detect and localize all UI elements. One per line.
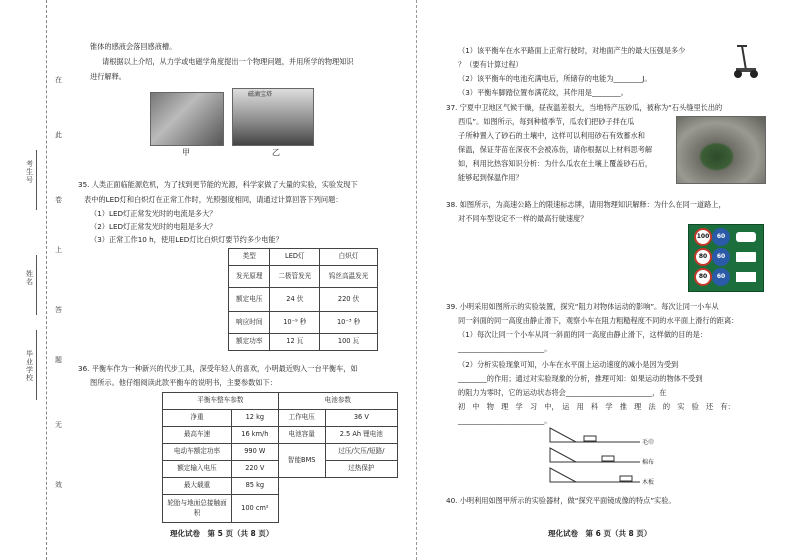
margin-marker: 无 [55,421,62,429]
q35-line-2: 表中的LED灯和白炽灯在正常工作时，光照强度相同，请通过计算回答下列问题： [84,195,343,204]
cell: 990 W [232,444,279,461]
cell: 85 kg [232,478,279,495]
cell: 类型 [229,249,270,266]
ramp-slope [550,428,576,442]
cell: 最高车速 [163,427,232,444]
cell: 过压/欠压/短路/ [325,444,397,461]
q39-line-4: ________________________。 [458,344,552,353]
q35-sub-2: （2）LED灯正常发光时的电阻是多大？ [90,222,217,231]
cell: 额定电压 [229,288,270,312]
margin-marker: 在 [55,76,62,84]
cell: 最大载重 [163,478,232,495]
q35-sub-1: （1）LED灯正常发光时的电流是多大？ [90,209,217,218]
surface-label-cotton: 棉布 [642,459,655,466]
margin-marker: 上 [55,246,62,254]
ramp-cotton [550,448,640,462]
ramp-slope [550,448,576,462]
q39-line-7: 的阻力为零时，它的运动状态将会________________________，在 [458,388,667,397]
q38-line-2: 对不同车型设定不一样的最高行驶速度？ [458,214,588,223]
label-name: 姓名 [25,270,34,286]
q37-line-3: 子所种置入了砂石的土壤中，这样可以利用砂石有效蓄水和 [458,131,645,140]
q36-table [162,392,398,523]
speed-sign-80: 80 [694,248,712,266]
cell: 16 km/h [232,427,279,444]
q39-line-6: ________的作用；通过对实验现象的分析，推理可知：如果运动的物体不受到 [458,374,703,383]
cell: 100 cm² [232,495,279,523]
ramp-experiment-figure [546,426,668,488]
q36-sub-1: （1）该平衡车在水平路面上正常行驶时，对地面产生的最大压强是多少 [458,46,686,55]
cell: 100 瓦 [320,334,378,351]
page-divider [416,0,417,560]
cell: 36 V [325,410,397,427]
exam-number-underline [36,150,37,210]
q39-line-2: 同一斜面的同一高度由静止滑下，观察小车在阻力粗糙程度不同的水平面上滑行的距离： [458,316,739,325]
min-speed-sign-60: 60 [712,248,730,266]
page-5-footer: 理化试卷 第 5 页（共 8 页） [170,529,274,538]
margin-marker: 此 [55,131,62,139]
cell: 10⁻³ 秒 [320,312,378,334]
q37-line-5: 如，利用比热容知识分析：为什么瓜农在土壤上覆盖砂石后， [458,159,653,168]
photo-yi-caption: 磁滴宝塔 [248,91,273,98]
cell: 24 伏 [270,288,320,312]
cell: 10⁻⁹ 秒 [270,312,320,334]
q39-line-5: （2）分析实验现象可知，小车在水平面上运动速度的减小是因为受到 [458,360,679,369]
ramp-slope [550,468,576,482]
margin-marker: 卷 [55,196,62,204]
cell: 电池参数 [278,393,397,410]
min-speed-sign-60: 60 [712,228,730,246]
car-icon [736,232,756,242]
cell: 二极管发光 [270,266,320,288]
cell: 12 瓦 [270,334,320,351]
photo-jia-label: 甲 [182,148,190,157]
q35-line-1: 35. 人类正面临能源危机，为了找到更节能的光源，科学家做了大量的实验，实验发现下 [78,180,358,189]
q35-table [228,248,378,351]
cell: 钨丝高温发光 [320,266,378,288]
intro-line-2: 请根据以上介绍，从力学或电磁学角度提出一个物理问题，并用所学的物理知识 [102,57,354,66]
label-school: 毕业学校 [25,350,34,382]
speed-sign-80: 80 [694,268,712,286]
surface-label-wood: 木板 [642,479,655,486]
label-exam-number: 考生号 [25,160,34,184]
intro-line-1: 锥体的感液会落回感液槽。 [90,42,177,51]
q35-sub-3: （3）正常工作10 h，使用LED灯比白炽灯要节约多少电能？ [90,235,283,244]
intro-line-3: 进行解释。 [90,72,126,81]
cart-icon [602,456,614,461]
q40-line-1: 40. 小明利用如图甲所示的实验器材，做“探究平面镜成像的特点”实验。 [446,496,676,505]
cell: 工作电压 [278,410,325,427]
cell: 智能BMS [278,444,325,478]
q36-line-2: 图所示。他仔细阅读此款平衡车的说明书，主要参数如下： [90,378,277,387]
cart-icon [584,436,596,441]
q36-sub-1b: ？（要有计算过程） [458,60,523,69]
photo-yi [232,88,314,146]
q36-sub-2: （2）该平衡车的电池充满电后，所储存的电能为________J。 [458,74,652,83]
name-underline [36,255,37,315]
cell: 电池容量 [278,427,325,444]
q37-line-4: 保温，保证芽苗在深夜不会被冻伤，请你根据以上材料思考解 [458,145,653,154]
photo-jia [150,92,224,146]
cell: 2.5 Ah 锂电池 [325,427,397,444]
cell: 电动车额定功率 [163,444,232,461]
cell: 轮胎与地面总接触面积 [163,495,232,523]
ramp-towel [550,428,640,442]
school-underline [36,330,37,400]
bus-icon [736,252,756,262]
cart-icon [620,476,632,481]
photo-yi-label: 乙 [272,148,280,157]
margin-marker: 答 [55,306,62,314]
ramp-wood [550,468,640,482]
cell: 白炽灯 [320,249,378,266]
wheel-left [734,70,742,78]
q36-sub-3: （3）平衡车脚踏位置布满花纹，其作用是________。 [458,88,628,97]
speed-sign-100: 100 [694,228,712,246]
watermelon-photo [676,116,766,184]
cell: 响应时间 [229,312,270,334]
vehicle-icons [734,230,758,286]
cell: 额定输入电压 [163,461,232,478]
q38-line-1: 38. 如图所示，为高速公路上的限速标志牌，请用物理知识解释：为什么在同一道路上， [446,200,726,209]
q37-line-2: 西瓜”。如图所示，每到种植季节，瓜农们把砂子拌在瓜 [458,117,635,126]
cell: 平衡车整车参数 [163,393,279,410]
surface-label-towel: 毛巾 [642,439,655,446]
q37-line-6: 能够起到保温作用？ [458,173,523,182]
q39-line-8: 初 中 物 理 学 习 中， 运 用 科 学 推 理 法 的 实 验 还 有： [458,402,735,411]
cell: 12 kg [232,410,279,427]
binding-dashed-line [46,0,47,560]
page-6-footer: 理化试卷 第 6 页（共 8 页） [548,529,652,538]
cell: 额定功率 [229,334,270,351]
margin-marker: 题 [55,356,62,364]
q39-line-1: 39. 小明采用如图所示的实验装置，探究“阻力对物体运动的影响”。每次让同一小车从 [446,302,719,311]
cell: 220 V [232,461,279,478]
balance-car-figure [730,40,762,80]
margin-marker: 效 [55,481,62,489]
cell: LED灯 [270,249,320,266]
cell [278,478,397,523]
cell: 过热保护 [325,461,397,478]
q39-line-9: ________________________。 [458,416,552,425]
cell: 发光原理 [229,266,270,288]
truck-icon [736,272,756,282]
handle-bar [742,46,746,70]
cell: 净重 [163,410,232,427]
cell: 220 伏 [320,288,378,312]
wheel-right [750,70,758,78]
q36-line-1: 36. 平衡车作为一种新兴的代步工具，深受年轻人的喜欢，小明最近购入一台平衡车，如 [78,364,358,373]
min-speed-sign-60: 60 [712,268,730,286]
q37-line-1: 37. 宁夏中卫地区气候干燥，昼夜温差很大，当地特产压砂瓜，被称为“石头缝里长出的 [446,103,723,112]
q39-line-3: （1）每次让同一个小车从同一斜面的同一高度由静止滑下，这样做的目的是： [458,330,707,339]
